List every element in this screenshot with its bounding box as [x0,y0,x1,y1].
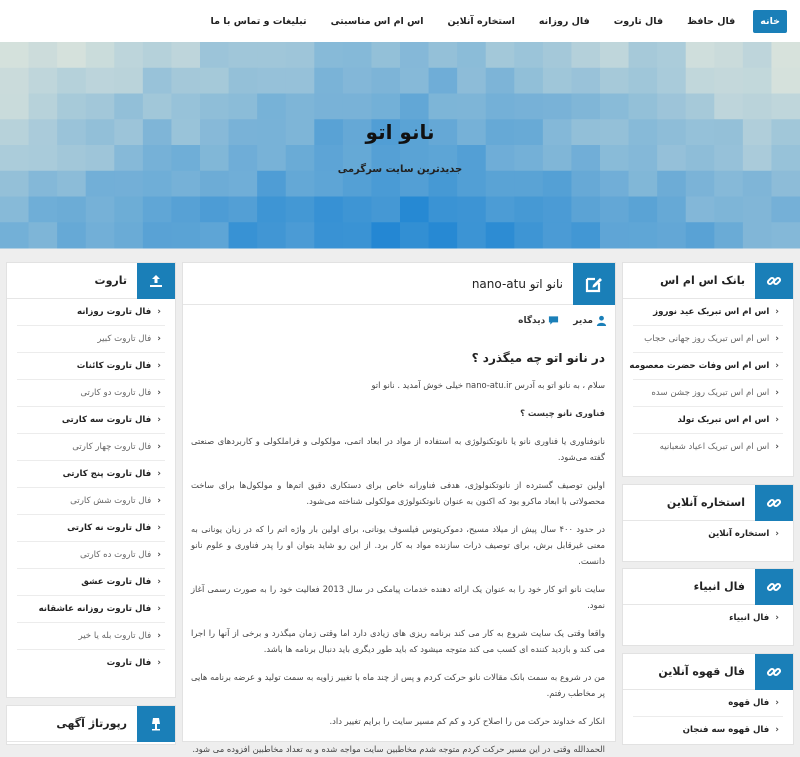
anbia-links [623,605,793,632]
mosaic-tile [400,197,429,223]
widget-link-label: فال قهوه [728,698,770,708]
widget-link[interactable] [633,380,783,407]
mosaic-tile [286,94,315,120]
widget-link-label: فال قهوه سه فنجان [682,725,770,735]
widget-link[interactable] [17,569,165,596]
chevron-left-icon: ‹ [157,550,161,560]
lamp-icon [137,706,175,742]
coffee-widget [622,653,794,745]
widget-link[interactable] [17,596,165,623]
mosaic-tile [629,94,658,120]
tarot-widget-title: تاروت [94,274,127,287]
widget-link[interactable] [633,717,783,744]
mosaic-tile [629,68,658,94]
widget-link[interactable] [633,521,783,548]
widget-link-label: فال تاروت پنج کارتی [62,469,152,479]
widget-link[interactable] [17,542,165,569]
nav-item-5[interactable]: اس ام اس مناسبتی [330,15,424,27]
nav-list [0,0,800,42]
mosaic-tile [0,42,29,68]
mosaic-tile [29,68,58,94]
mosaic-tile [486,94,515,120]
mosaic-tile [571,222,600,248]
mosaic-tile [257,42,286,68]
mosaic-tile [400,68,429,94]
mosaic-tile [571,68,600,94]
nav-item-3[interactable]: فال روزانه [538,15,590,27]
nav-item-4[interactable]: استخاره آنلاین [447,15,515,27]
mosaic-tile [514,42,543,68]
widget-link[interactable] [17,650,165,677]
article-meta [504,315,607,326]
chevron-left-icon: ‹ [775,415,779,425]
mosaic-tile [200,222,229,248]
mosaic-tile [171,94,200,120]
chevron-left-icon: ‹ [157,631,161,641]
mosaic-tile [400,222,429,248]
widget-link[interactable] [17,434,165,461]
istikhara-widget-title: استخاره آنلاین [666,496,745,509]
chevron-left-icon: ‹ [775,334,779,344]
mosaic-tile [743,197,772,223]
mosaic-tile [57,222,86,248]
mosaic-tile [457,42,486,68]
istikhara-widget [622,484,794,562]
istikhara-links [623,521,793,548]
widget-link-label: فال تاروت روزانه [76,307,152,317]
widget-link[interactable] [629,353,783,380]
widget-link[interactable] [17,623,165,650]
mosaic-tile [429,94,458,120]
article-paragraph: نانوفناوری یا فناوری نانو یا نانوتکنولوژی به استفاده از مواد در ابعاد اتمی، مولکولی و فراملکولی و کاربردهای صنعتی گفته می‌شود. [191,436,605,462]
ads-widget-header [7,706,175,742]
mosaic-tile [457,222,486,248]
widget-link[interactable] [17,407,165,434]
chevron-left-icon: ‹ [157,442,161,452]
mosaic-tile [314,197,343,223]
mosaic-tile [371,222,400,248]
chevron-left-icon: ‹ [775,388,779,398]
widget-link-label: فال تاروت دو کارتی [80,388,152,398]
mosaic-tile [314,42,343,68]
mosaic-tile [143,222,172,248]
mosaic-tile [257,68,286,94]
mosaic-tile [371,197,400,223]
mosaic-tile [257,94,286,120]
widget-link[interactable] [633,605,783,632]
comment-icon [548,315,559,326]
article-body [191,347,605,757]
mosaic-tile [171,222,200,248]
mosaic-tile [343,94,372,120]
mosaic-tile [114,42,143,68]
mosaic-tile [400,94,429,120]
mosaic-tile [143,94,172,120]
tarot-widget-header [7,263,175,299]
mosaic-tile [143,68,172,94]
chevron-left-icon: ‹ [775,307,779,317]
widget-link[interactable] [633,690,783,717]
mosaic-tile [229,222,258,248]
mosaic-tile [371,94,400,120]
mosaic-tile [629,42,658,68]
article-paragraph: اولین توصیف گسترده از نانوتکنولوژی، هدفی فناورانه خاص برای دستکاری دقیق اتم‌ها و مولکول‌ها برای ساخت محصولاتی با ابعاد ماکرو بود که اکنون به عنوان نانوتکنولوژی مولکولی شناخته می‌شود. [191,480,605,506]
widget-link-label: اس ام اس تبریک تولد [677,415,770,425]
mosaic-tile [0,68,29,94]
upload-tray-icon [137,263,175,299]
mosaic-tile [57,68,86,94]
widget-link-label: فال تاروت بله یا خیر [78,631,152,641]
link-icon [755,485,793,521]
chevron-left-icon: ‹ [157,307,161,317]
mosaic-tile [286,42,315,68]
mosaic-tile [543,94,572,120]
link-icon [755,569,793,605]
mosaic-tile [714,68,743,94]
mosaic-tile [743,94,772,120]
mosaic-tile [686,94,715,120]
mosaic-tile [457,68,486,94]
mosaic-tile [371,68,400,94]
istikhara-widget-header [623,485,793,521]
tarot-widget [6,262,176,698]
mosaic-tile [200,94,229,120]
mosaic-tile [486,42,515,68]
mosaic-tile [0,94,29,120]
mosaic-tile [771,42,800,68]
anbia-widget-header [623,569,793,605]
mosaic-tile [200,197,229,223]
coffee-widget-header [623,654,793,690]
coffee-widget-title: فال قهوه آنلاین [658,665,745,678]
mosaic-tile [571,42,600,68]
widget-link[interactable] [17,353,165,380]
site-subtitle: جدیدترین سایت سرگرمی [337,164,463,175]
widget-link-label: فال تاروت روزانه عاشقانه [38,604,152,614]
mosaic-tile [514,197,543,223]
article-title[interactable]: نانو اتو nano-atu [471,277,563,291]
ads-widget-title: رپورتاژ آگهی [56,717,127,730]
widget-link-label: استخاره آنلاین [708,529,770,539]
article-paragraph: سایت نانو اتو کار خود را به عنوان یک ارائه دهنده خدمات پیامکی در سال 2013 فعالیت خود را به صورت رسمی آغاز نمود. [191,584,605,610]
chevron-left-icon: ‹ [775,361,779,371]
mosaic-tile [457,197,486,223]
mosaic-tile [286,222,315,248]
mosaic-tile [171,68,200,94]
mosaic-tile [0,197,29,223]
anbia-widget [622,568,794,646]
mosaic-tile [86,197,115,223]
mosaic-tile [29,222,58,248]
chevron-left-icon: ‹ [775,442,779,452]
mosaic-tile [229,197,258,223]
mosaic-tile [114,68,143,94]
mosaic-tile [29,94,58,120]
mosaic-tile [629,197,658,223]
mosaic-tile [714,197,743,223]
chevron-left-icon: ‹ [157,523,161,533]
mosaic-tile [771,68,800,94]
widget-link-label: اس ام اس تبریک روز جشن سده [651,388,770,398]
mosaic-tile [743,222,772,248]
mosaic-tile [686,42,715,68]
mosaic-tile [571,94,600,120]
widget-link-label: فال تاروت ده کارتی [79,550,152,560]
user-icon [596,315,607,326]
mosaic-tile [229,68,258,94]
mosaic-tile [600,68,629,94]
mosaic-tile [543,42,572,68]
article-header [183,263,615,305]
mosaic-tile [57,197,86,223]
mosaic-tile [771,222,800,248]
widget-link-label: اس ام اس وفات حضرت معصومه [629,361,770,371]
mosaic-tile [229,42,258,68]
widget-link[interactable] [17,299,165,326]
mosaic-tile [486,68,515,94]
mosaic-tile [343,68,372,94]
mosaic-tile [629,222,658,248]
chevron-left-icon: ‹ [157,361,161,371]
widget-link-label: فال تاروت نه کارتی [67,523,152,533]
hero-mosaic-background [0,42,800,248]
mosaic-tile [743,68,772,94]
mosaic-tile [486,222,515,248]
mosaic-tile [514,222,543,248]
widget-link[interactable] [633,434,783,461]
chevron-left-icon: ‹ [775,698,779,708]
mosaic-tile [657,94,686,120]
hero-banner [0,42,800,248]
mosaic-tile [114,197,143,223]
mosaic-tile [200,42,229,68]
mosaic-tile [714,42,743,68]
widget-link-label: اس ام اس تبریک اعیاد شعبانیه [659,442,770,452]
mosaic-tile [57,42,86,68]
mosaic-tile [686,68,715,94]
chevron-left-icon: ‹ [157,577,161,587]
widget-link-label: فال تاروت کائنات [76,361,152,371]
mosaic-tile [400,42,429,68]
mosaic-tile [600,42,629,68]
nav-item-2[interactable]: فال تاروت [613,15,664,27]
widget-link[interactable] [17,488,165,515]
site-title[interactable]: نانو اتو [365,120,435,144]
comments-label: دیدگاه [518,315,546,326]
article-paragraph: واقعا وقتی یک سایت شروع به کار می کند برنامه ریزی های زیادی دارد اما وقتی زمان میگذرد و برخی از آنها را اجرا می کند و بازدید کننده ای کسب می کند متوجه میشود که باید طور دیگری باید دنبال برنامه ها باشد. [191,628,605,654]
mosaic-tile [657,197,686,223]
article-paragraph: انکار که خداوند حرکت من را اصلاح کرد و کم کم مسیر سایت را برایم تغییر داد. [329,716,605,726]
chevron-left-icon: ‹ [775,529,779,539]
mosaic-tile [143,42,172,68]
mosaic-tile [29,197,58,223]
article-paragraph: فناوری نانو چیست ؟ [520,408,605,418]
mosaic-tile [200,68,229,94]
sms-widget-header [623,263,793,299]
chevron-left-icon: ‹ [157,334,161,344]
mosaic-tile [257,197,286,223]
mosaic-tile [86,94,115,120]
chevron-left-icon: ‹ [157,658,161,668]
article-author[interactable] [573,315,607,326]
widget-link-label: اس ام اس تبریک عید نوروز [653,307,770,317]
mosaic-tile [143,197,172,223]
mosaic-tile [86,222,115,248]
link-icon [755,654,793,690]
sms-links [623,299,793,461]
tarot-links [7,299,175,677]
widget-link-label: فال تاروت [106,658,152,668]
mosaic-tile [429,42,458,68]
mosaic-tile [429,68,458,94]
chevron-left-icon: ‹ [157,388,161,398]
mosaic-tile [657,222,686,248]
mosaic-tile [429,222,458,248]
mosaic-tile [86,68,115,94]
mosaic-tile [571,197,600,223]
mosaic-tile [686,197,715,223]
mosaic-tile [486,197,515,223]
mosaic-tile [543,68,572,94]
widget-link[interactable] [17,461,165,488]
widget-link[interactable] [633,407,783,434]
mosaic-tile [543,197,572,223]
mosaic-tile [86,42,115,68]
widget-link[interactable] [17,515,165,542]
widget-link-label: فال انبیاء [729,613,770,623]
widget-link[interactable] [633,326,783,353]
mosaic-tile [743,42,772,68]
mosaic-tile [657,42,686,68]
mosaic-tile [314,68,343,94]
mosaic-tile [457,94,486,120]
article-heading: در نانو اتو چه میگذرد ؟ [471,351,605,365]
mosaic-tile [514,68,543,94]
article-comments[interactable] [518,315,559,326]
mosaic-tile [171,42,200,68]
chevron-left-icon: ‹ [775,613,779,623]
anbia-widget-title: فال انبیاء [693,580,745,593]
link-icon [755,263,793,299]
mosaic-tile [343,222,372,248]
widget-link-label: فال تاروت کبیر [97,334,152,344]
mosaic-tile [771,94,800,120]
mosaic-tile [686,222,715,248]
mosaic-tile [314,94,343,120]
mosaic-tile [600,222,629,248]
mosaic-tile [429,197,458,223]
main-article [182,262,616,754]
chevron-left-icon: ‹ [157,604,161,614]
widget-link[interactable] [17,326,165,353]
mosaic-tile [57,94,86,120]
coffee-links [623,690,793,744]
mosaic-tile [371,42,400,68]
mosaic-tile [714,222,743,248]
mosaic-tile [286,68,315,94]
article-paragraph: من در شروع به سمت بانک مقالات نانو حرکت کردم و پس از چند ماه با تغییر زاویه به سمت تولید و عرضه برنامه هایی پر مخاطب رفتم. [191,672,605,698]
nav-item-6[interactable]: تبلیغات و تماس با ما [210,15,307,27]
mosaic-tile [343,197,372,223]
widget-link-label: فال تاروت سه کارتی [61,415,152,425]
mosaic-tile [600,197,629,223]
widget-link-label: فال تاروت شش کارتی [70,496,152,506]
mosaic-tile [771,197,800,223]
top-navigation [0,0,800,42]
mosaic-tile [229,94,258,120]
mosaic-tile [257,222,286,248]
chevron-left-icon: ‹ [157,469,161,479]
sms-widget [622,262,794,477]
mosaic-tile [600,94,629,120]
widget-link-label: اس ام اس تبریک روز جهانی حجاب [644,334,770,344]
widget-link-label: فال تاروت چهار کارتی [72,442,152,452]
mosaic-tile [286,197,315,223]
chevron-left-icon: ‹ [157,415,161,425]
article-paragraph: الحمدالله وقتی در این مسیر حرکت کردم متوجه شدم مخاطبین سایت مواجه شده و به تعداد مخاطبین افزوده می شود. [192,744,605,754]
article-paragraphs [191,377,605,757]
widget-link[interactable] [17,380,165,407]
mosaic-tile [714,94,743,120]
mosaic-tile [514,94,543,120]
widget-link[interactable] [633,299,783,326]
edit-square-icon [573,263,615,305]
mosaic-tile [543,222,572,248]
mosaic-tile [114,94,143,120]
nav-item-1[interactable]: فال حافظ [687,15,736,27]
author-name: مدیر [573,315,593,326]
sms-widget-title: بانک اس ام اس [660,274,745,287]
widget-link-label: فال تاروت عشق [81,577,152,587]
mosaic-tile [114,222,143,248]
chevron-left-icon: ‹ [775,725,779,735]
chevron-left-icon: ‹ [157,496,161,506]
mosaic-tile [0,222,29,248]
mosaic-tile [657,68,686,94]
mosaic-tile [343,42,372,68]
mosaic-tile [314,222,343,248]
mosaic-tile [29,42,58,68]
ads-widget [6,705,176,745]
article-paragraph: در حدود ۴۰۰ سال پیش از میلاد مسیح، دموکریتوس فیلسوف یونانی، برای اولین بار واژه اتم را که در زبان یونانی به معنی غیرقابل برش، برای توصیف ذرات سازنده مواد به کار برد. از این رو شاید بتوان او را پدر فناوری و علوم نانو دانست. [191,524,605,566]
article-paragraph: سلام ، به نانو اتو به آدرس nano-atu.ir خیلی خوش آمدید . نانو اتو [371,380,605,390]
mosaic-tile [171,197,200,223]
nav-item-0[interactable]: خانه [753,10,787,33]
